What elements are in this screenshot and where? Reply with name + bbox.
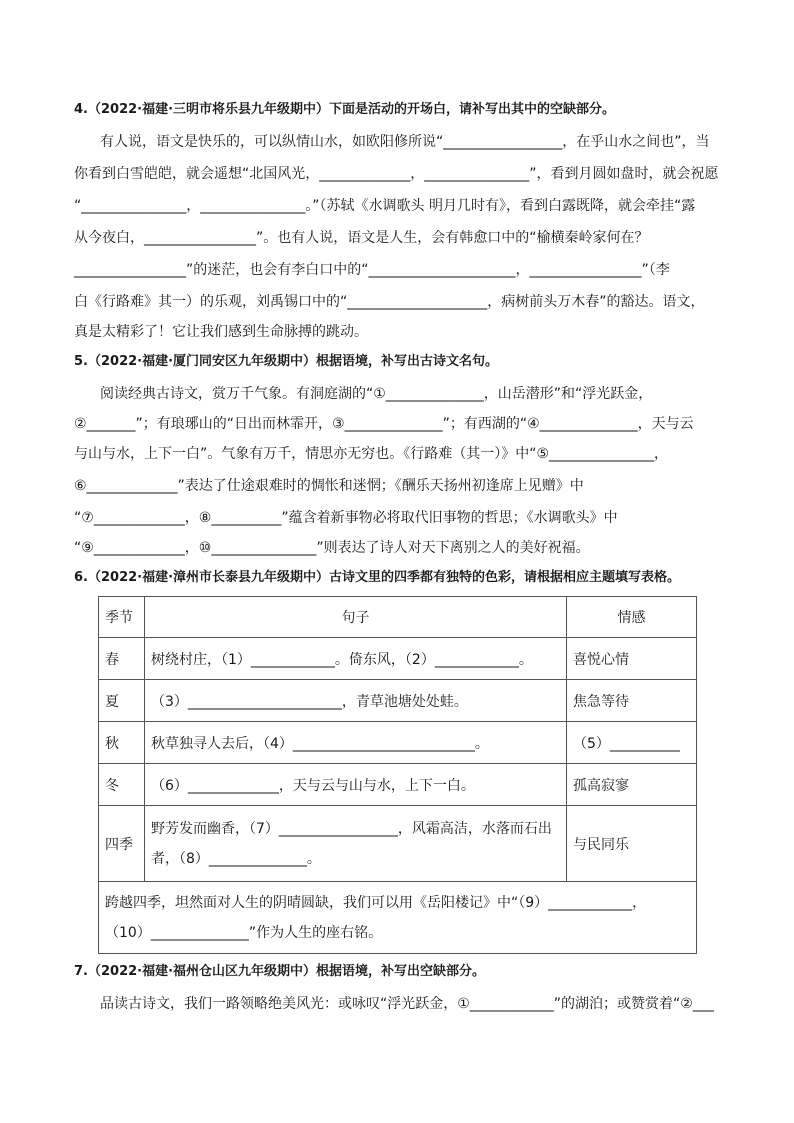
header-sentence: 句子 xyxy=(145,597,567,638)
q5-line-2: ②_______”；有琅琊山的“日出而林霏开，③______________”；有西湖的“④______________，天与云 xyxy=(74,416,694,432)
season-cell: 夏 xyxy=(99,680,145,722)
emotion-cell: 孤高寂寥 xyxy=(567,764,697,806)
emotion-cell: 喜悦心情 xyxy=(567,638,697,680)
q4-line-6: 白《行路难》其一）的乐观，刘禹锡口中的“____________________，病树前头万木春”的豁达。语文， xyxy=(74,294,705,310)
sentence-line-2: 者，（8）______________。 xyxy=(151,850,321,867)
header-emotion: 情感 xyxy=(567,597,697,638)
q4-line-7: 真是太精彩了！它让我们感到生命脉搏的跳动。 xyxy=(74,324,368,340)
q4-line-5: ________________”的迷茫，也会有李白口中的“_____________________，________________”（李 xyxy=(74,262,670,278)
sentence-line-1: 野芳发而幽香，（7）_________________，风霜高洁，水落而石出 xyxy=(151,820,552,837)
q5-line-4: ⑥_____________”表达了仕途艰难时的惆怅和迷惘；《酬乐天扬州初逢席上见赠》中 xyxy=(74,478,584,494)
sentence-cell xyxy=(145,806,567,882)
seasons-table xyxy=(98,596,697,954)
emotion-cell: 焦急等待 xyxy=(567,680,697,722)
summary-cell xyxy=(99,882,697,954)
q5-line-6: “⑨_____________，⑩_______________”则表达了诗人对天下离别之人的美好祝福。 xyxy=(74,540,590,556)
q4-line-3: “_______________，_______________。”（苏轼《水调歌头 明月几时有》，看到白露既降，就会牵挂“露 xyxy=(74,198,696,214)
q4-heading: 4.（2022·福建·三明市将乐县九年级期中）下面是活动的开场白，请补写出其中的空缺部分。 xyxy=(74,102,616,117)
table-row xyxy=(99,722,697,764)
season-cell: 四季 xyxy=(99,806,145,882)
q4-line-2: 你看到白雪皑皑，就会遥想“北国风光，_____________，_______________”，看到月圆如盘时，就会祝愿 xyxy=(74,166,719,182)
table-header-row xyxy=(99,597,697,638)
q4-line-4: 从今夜白，________________”。也有人说，语文是人生，会有韩愈口中的“榆横秦岭家何在？ xyxy=(74,230,649,246)
emotion-cell: 与民同乐 xyxy=(567,806,697,882)
season-cell: 冬 xyxy=(99,764,145,806)
table-summary-row xyxy=(99,882,697,954)
summary-line-1: 跨越四季，坦然面对人生的阴晴圆缺，我们可以用《岳阳楼记》中“（9）____________， xyxy=(105,894,647,911)
q4-line-1: 有人说，语文是快乐的，可以纵情山水，如欧阳修所说“_________________，在乎山水之间也”，当 xyxy=(100,134,710,150)
sentence-cell: 树绕村庄，（1）____________。倚东风，（2）____________。 xyxy=(145,638,567,680)
table-row xyxy=(99,806,697,882)
q5-line-3: 与山与水，上下一白”。气象有万千，情思亦无穷也。《行路难（其一）》中“⑤_______________， xyxy=(74,446,669,462)
q5-line-5: “⑦_____________，⑧__________”蕴含着新事物必将取代旧事物的哲思；《水调歌头》中 xyxy=(74,510,618,526)
q5-heading: 5.（2022·福建·厦门同安区九年级期中）根据语境，补写出古诗文名句。 xyxy=(74,354,499,369)
q7-heading: 7.（2022·福建·福州仓山区九年级期中）根据语境，补写出空缺部分。 xyxy=(74,964,486,979)
q7-line-1: 品读古诗文，我们一路领略绝美风光：或咏叹“浮光跃金，①____________”的湖泊；或赞赏着“②___ xyxy=(100,996,714,1012)
table-row xyxy=(99,764,697,806)
table-row xyxy=(99,680,697,722)
sentence-cell: 秋草独寻人去后，（4）__________________________。 xyxy=(145,722,567,764)
table-row xyxy=(99,638,697,680)
summary-line-2: （10）______________”作为人生的座右铭。 xyxy=(105,924,383,941)
season-cell: 春 xyxy=(99,638,145,680)
season-cell: 秋 xyxy=(99,722,145,764)
emotion-cell: （5）__________ xyxy=(567,722,697,764)
q6-heading: 6.（2022·福建·漳州市长泰县九年级期中）古诗文里的四季都有独特的色彩，请根据相应主题填写表格。 xyxy=(74,570,681,585)
sentence-cell: （3）______________________，青草池塘处处蛙。 xyxy=(145,680,567,722)
sentence-cell: （6）_____________，天与云与山与水，上下一白。 xyxy=(145,764,567,806)
header-season: 季节 xyxy=(99,597,145,638)
q5-line-1: 阅读经典古诗文，赏万千气象。有洞庭湖的“①______________，山岳潜形”和“浮光跃金， xyxy=(100,386,653,402)
